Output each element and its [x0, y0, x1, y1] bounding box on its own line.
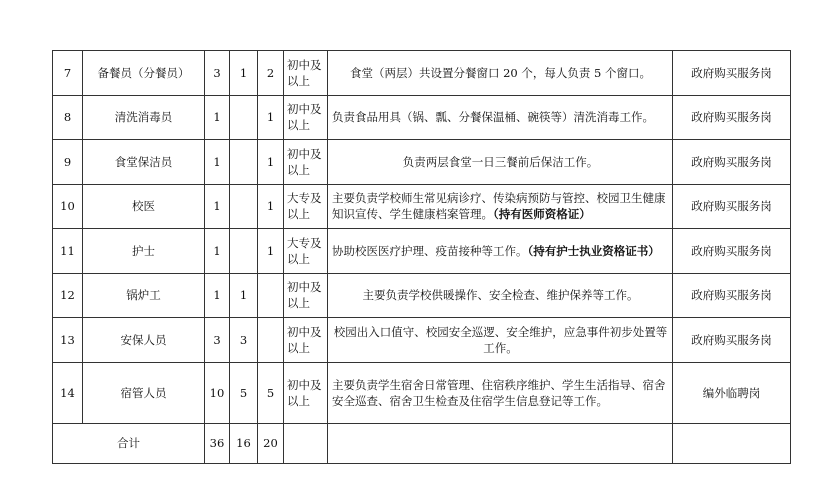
duty-requirement: （持有医师资格证）	[493, 207, 591, 222]
row-number: 11	[53, 229, 83, 274]
education: 初中及以上	[284, 140, 328, 185]
total-row	[53, 423, 791, 463]
duty-description	[328, 229, 673, 274]
post-type: 政府购买服务岗	[673, 273, 791, 318]
position-name: 校医	[83, 184, 205, 229]
table-row	[53, 229, 791, 274]
duty-text: 负责食品用具（锅、瓢、分餐保温桶、碗筷等）清洗消毒工作。	[332, 110, 654, 125]
table-row	[53, 318, 791, 363]
duty-text: 主要负责学生宿舍日常管理、住宿秩序维护、学生生活指导、宿舍安全巡查、宿舍卫生检查及住宿学生信息登记等工作。	[332, 377, 666, 408]
total-count-male: 16	[230, 423, 258, 463]
count-total: 3	[205, 51, 230, 96]
duty-text: 校园出入口值守、校园安全巡逻、安全维护，应急事件初步处置等工作。	[333, 324, 668, 355]
count-female: 5	[258, 362, 284, 423]
count-male	[230, 229, 258, 274]
duty-description	[328, 51, 673, 96]
table-row	[53, 140, 791, 185]
duty-requirement: （持有护士执业资格证书）	[527, 243, 660, 258]
duty-text: 主要负责学校师生常见病诊疗、传染病预防与管控、校园卫生健康知识宣传、学生健康档案管理。	[332, 191, 666, 222]
post-type: 政府购买服务岗	[673, 51, 791, 96]
post-type: 编外临聘岗	[673, 362, 791, 423]
count-total: 1	[205, 184, 230, 229]
position-name: 锅炉工	[83, 273, 205, 318]
count-male: 1	[230, 273, 258, 318]
duty-description	[328, 273, 673, 318]
total-description	[328, 423, 673, 463]
post-type: 政府购买服务岗	[673, 95, 791, 140]
education: 大专及以上	[284, 229, 328, 274]
count-male	[230, 184, 258, 229]
education: 初中及以上	[284, 95, 328, 140]
table-row	[53, 362, 791, 423]
duty-description	[328, 184, 673, 229]
education: 初中及以上	[284, 51, 328, 96]
position-name: 护士	[83, 229, 205, 274]
staffing-table	[52, 50, 791, 464]
position-name: 宿管人员	[83, 362, 205, 423]
post-type: 政府购买服务岗	[673, 140, 791, 185]
row-number: 10	[53, 184, 83, 229]
duty-text: 负责两层食堂一日三餐前后保洁工作。	[402, 154, 599, 169]
row-number: 13	[53, 318, 83, 363]
duty-description	[328, 95, 673, 140]
count-female	[258, 318, 284, 363]
position-name: 清洗消毒员	[83, 95, 205, 140]
count-female: 1	[258, 140, 284, 185]
count-total: 1	[205, 229, 230, 274]
count-total: 1	[205, 140, 230, 185]
duty-description	[328, 140, 673, 185]
count-female	[258, 273, 284, 318]
duty-text: 协助校医医疗护理、疫苗接种等工作。	[332, 243, 528, 258]
duty-description	[328, 362, 673, 423]
count-total: 3	[205, 318, 230, 363]
count-female: 2	[258, 51, 284, 96]
count-total: 10	[205, 362, 230, 423]
duty-text: 食堂（两层）共设置分餐窗口 20 个，每人负责 5 个窗口。	[349, 65, 652, 80]
row-number: 7	[53, 51, 83, 96]
count-male: 1	[230, 51, 258, 96]
post-type: 政府购买服务岗	[673, 229, 791, 274]
duty-text: 主要负责学校供暖操作、安全检查、维护保养等工作。	[362, 288, 639, 303]
position-name: 食堂保洁员	[83, 140, 205, 185]
count-total: 1	[205, 273, 230, 318]
count-total: 1	[205, 95, 230, 140]
education: 大专及以上	[284, 184, 328, 229]
table-body	[53, 51, 791, 464]
table-row	[53, 184, 791, 229]
position-name: 备餐员（分餐员）	[83, 51, 205, 96]
education: 初中及以上	[284, 318, 328, 363]
position-name: 安保人员	[83, 318, 205, 363]
total-education	[284, 423, 328, 463]
total-label: 合计	[53, 423, 205, 463]
row-number: 9	[53, 140, 83, 185]
post-type: 政府购买服务岗	[673, 318, 791, 363]
count-male: 3	[230, 318, 258, 363]
duty-description	[328, 318, 673, 363]
row-number: 14	[53, 362, 83, 423]
count-male	[230, 95, 258, 140]
count-female: 1	[258, 184, 284, 229]
total-post-type	[673, 423, 791, 463]
education: 初中及以上	[284, 362, 328, 423]
education: 初中及以上	[284, 273, 328, 318]
table-row	[53, 51, 791, 96]
count-female: 1	[258, 95, 284, 140]
count-female: 1	[258, 229, 284, 274]
row-number: 8	[53, 95, 83, 140]
total-count-total: 36	[205, 423, 230, 463]
table-row	[53, 95, 791, 140]
count-male: 5	[230, 362, 258, 423]
count-male	[230, 140, 258, 185]
post-type: 政府购买服务岗	[673, 184, 791, 229]
total-count-female: 20	[258, 423, 284, 463]
row-number: 12	[53, 273, 83, 318]
table-row	[53, 273, 791, 318]
